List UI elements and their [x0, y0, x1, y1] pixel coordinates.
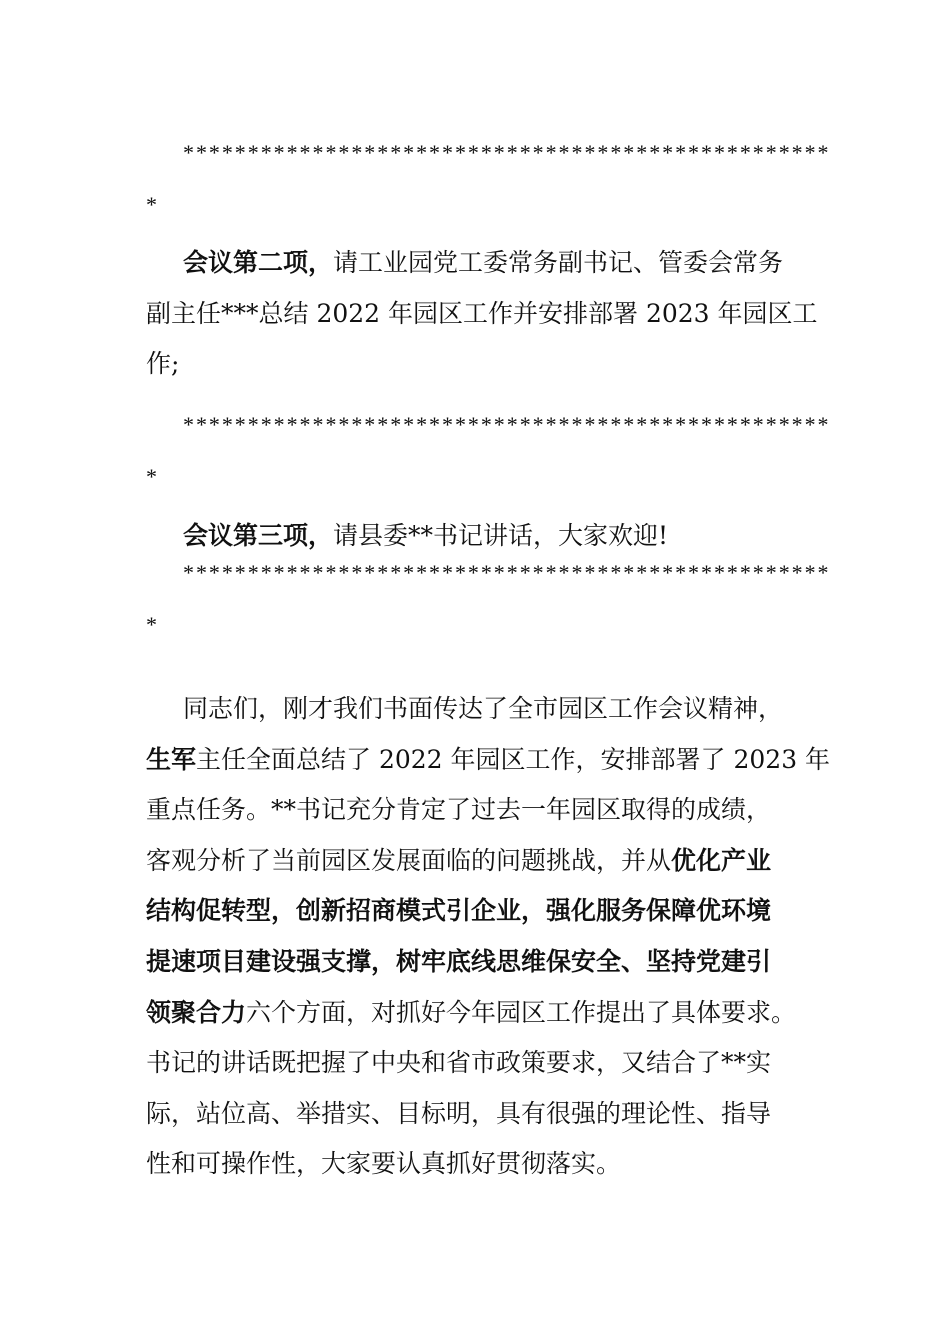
separator-stars-2: **************************************************	[183, 412, 831, 437]
speech-line-5	[146, 894, 950, 928]
speech-line-4-text: 客观分析了当前园区发展面临的问题挑战，并从	[146, 846, 672, 875]
speech-line-4-bold: 优化产业	[671, 846, 772, 875]
speech-line-9: 际，站位高、举措实、目标明，具有很强的理论性、指导	[146, 1099, 772, 1128]
speech-line-7-text: 六个方面，对抓好今年园区工作提出了具体要求。	[246, 998, 797, 1027]
speech-line-7-bold: 领聚合力	[146, 998, 247, 1027]
separator-stars-1: **************************************************	[183, 140, 831, 165]
speech-bold-name: 生军	[146, 745, 197, 774]
item3-label: 会议第三项，	[183, 521, 334, 550]
speech-line-2-text: 主任全面总结了 2022 年园区工作，安排部署了 2023 年	[196, 745, 831, 774]
speech-line-5-bold: 结构促转型，创新招商模式引企业，强化服务保障优环境	[146, 896, 772, 925]
speech-line-8: 书记的讲话既把握了中央和省市政策要求，又结合了**实	[146, 1048, 772, 1077]
separator-stars-3: **************************************************	[183, 560, 831, 585]
speech-line-1: 同志们，刚才我们书面传达了全市园区工作会议精神，	[183, 694, 784, 723]
item3-text: 请县委**书记讲话，大家欢迎!	[333, 521, 669, 550]
speech-line-10: 性和可操作性，大家要认真抓好贯彻落实。	[146, 1149, 622, 1178]
speech-line-6-bold: 提速项目建设强支撑，树牢底线思维保安全、坚持党建引	[146, 947, 772, 976]
item2-line3: 作;	[146, 349, 180, 378]
separator-star-2: *	[146, 464, 157, 489]
speech-line-4	[146, 844, 950, 878]
item2-line2: 副主任***总结 2022 年园区工作并安排部署 2023 年园区工	[146, 299, 818, 328]
speech-line-3: 重点任务。**书记充分肯定了过去一年园区取得的成绩，	[146, 795, 772, 824]
speech-line-2	[146, 743, 950, 777]
separator-star-3: *	[146, 612, 157, 637]
item2-label: 会议第二项，	[183, 248, 334, 277]
item2-line1	[183, 246, 950, 280]
speech-line-7	[146, 996, 950, 1030]
separator-star-1: *	[146, 192, 157, 217]
item3-line	[183, 519, 950, 553]
speech-line-6	[146, 945, 950, 979]
item2-text1: 请工业园党工委常务副书记、管委会常务	[333, 248, 784, 277]
